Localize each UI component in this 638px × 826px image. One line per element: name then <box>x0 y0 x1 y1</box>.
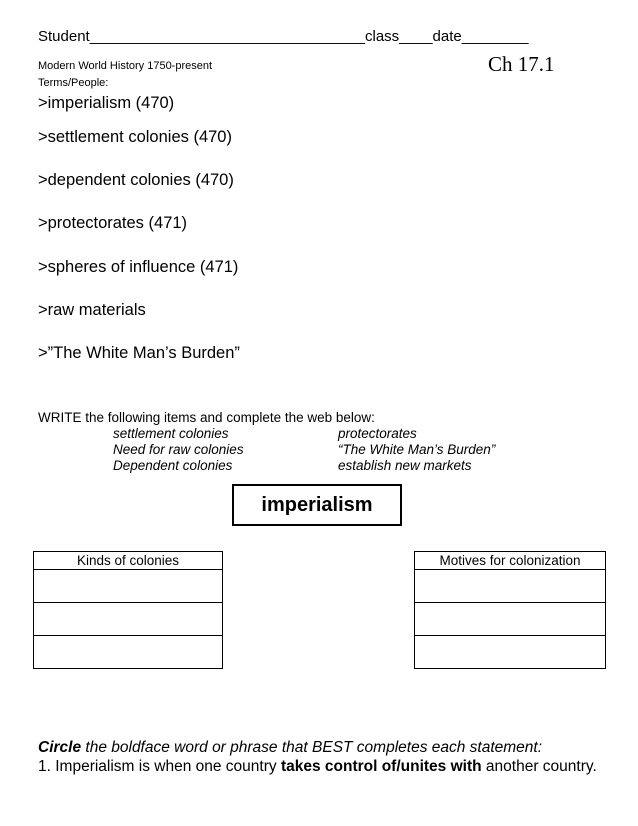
answer-box[interactable] <box>415 570 606 603</box>
term-item: >spheres of influence (471) <box>38 258 239 276</box>
circle-lead-word: Circle <box>38 739 82 756</box>
answer-box[interactable] <box>34 603 223 636</box>
web-center-title: imperialism <box>232 484 402 526</box>
kinds-of-colonies-table <box>33 551 223 669</box>
term-item: >”The White Man’s Burden” <box>38 344 240 362</box>
answer-box[interactable] <box>34 636 223 669</box>
circle-lead-rest: the boldface word or phrase that BEST completes each statement: <box>81 739 543 756</box>
term-item: >protectorates (471) <box>38 214 188 232</box>
motives-table <box>414 551 606 669</box>
course-title: Modern World History 1750-present <box>38 60 213 72</box>
word-bank-item: establish new markets <box>338 458 472 473</box>
kinds-of-colonies-header: Kinds of colonies <box>34 552 223 570</box>
chapter-label: Ch 17.1 <box>488 52 555 76</box>
word-bank-item: settlement colonies <box>113 426 229 441</box>
student-class-date-line: Student_________________________________class____date________ <box>38 28 529 45</box>
question-1-end: another country. <box>481 758 597 775</box>
answer-box[interactable] <box>34 570 223 603</box>
web-instructions: WRITE the following items and complete the web below: <box>38 410 375 425</box>
answer-box[interactable] <box>415 636 606 669</box>
question-1 <box>38 757 618 776</box>
word-bank-item: protectorates <box>338 426 417 441</box>
term-item: >imperialism (470) <box>38 94 175 112</box>
term-item: >settlement colonies (470) <box>38 128 232 146</box>
term-item: >dependent colonies (470) <box>38 171 234 189</box>
answer-box[interactable] <box>415 603 606 636</box>
question-1-start: 1. Imperialism is when one country <box>38 758 281 775</box>
circle-instructions <box>38 738 618 757</box>
motives-header: Motives for colonization <box>415 552 606 570</box>
word-bank-item: Dependent colonies <box>113 458 233 473</box>
word-bank-item: Need for raw colonies <box>113 442 244 457</box>
question-1-choices[interactable]: takes control of/unites with <box>280 758 482 775</box>
circle-instructions-block <box>38 738 618 776</box>
word-bank-item: “The White Man’s Burden” <box>338 442 496 457</box>
terms-label: Terms/People: <box>38 77 109 89</box>
term-item: >raw materials <box>38 301 146 319</box>
